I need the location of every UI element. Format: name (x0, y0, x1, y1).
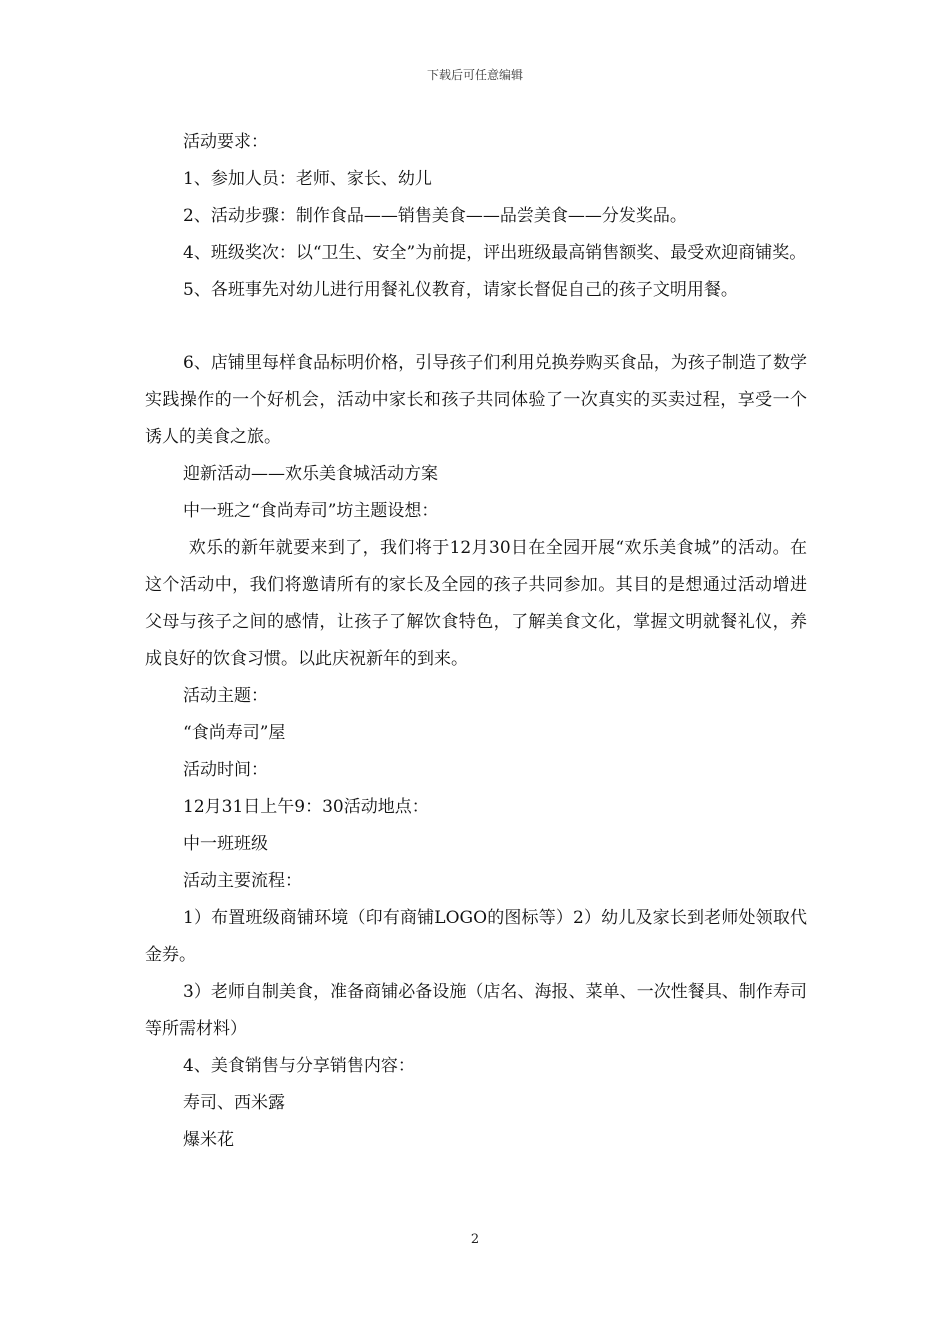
blank-line (145, 309, 807, 345)
page-number: 2 (470, 1232, 480, 1247)
page-header: 下载后可任意编辑 (426, 68, 523, 82)
paragraph: 2、活动步骤：制作食品——销售美食——品尝美食——分发奖品。 (183, 206, 687, 226)
paragraph: 中一班之“食尚寿司”坊主题设想： (183, 501, 439, 521)
paragraph: 6、店铺里每样食品标明价格，引导孩子们利用兑换券购买食品，为孩子制造了数学实践操作的一个好机会，活动中家长和孩子共同体验了一次真实的买卖过程，享受一个诱人的美食之旅。 (145, 353, 807, 447)
document-body (145, 124, 807, 1159)
paragraph: 1、参加人员：老师、家长、幼儿 (183, 169, 432, 189)
paragraph: 1）布置班级商铺环境（印有商铺LOGO的图标等）2）幼儿及家长到老师处领取代金券。 (145, 908, 807, 965)
paragraph: 4、班级奖次：以“卫生、安全”为前提，评出班级最高销售额奖、最受欢迎商铺奖。 (183, 243, 807, 263)
paragraph: 活动时间： (183, 760, 268, 780)
paragraph: 中一班班级 (183, 834, 268, 854)
paragraph: 12月31日上午9：30活动地点： (183, 797, 429, 817)
paragraph: 5、各班事先对幼儿进行用餐礼仪教育，请家长督促自己的孩子文明用餐。 (183, 280, 738, 300)
paragraph: “食尚寿司”屋 (183, 723, 286, 743)
paragraph: 活动主要流程： (183, 871, 302, 891)
paragraph: 4、美食销售与分享销售内容： (183, 1056, 415, 1076)
paragraph: 活动要求： (183, 132, 268, 152)
paragraph: 寿司、西米露 (183, 1093, 285, 1113)
paragraph: 活动主题： (183, 686, 268, 706)
section-title: 迎新活动——欢乐美食城活动方案 (183, 464, 438, 484)
paragraph: 爆米花 (183, 1130, 234, 1150)
paragraph: 3）老师自制美食，准备商铺必备设施（店名、海报、菜单、一次性餐具、制作寿司等所需材料） (145, 982, 807, 1039)
paragraph: 欢乐的新年就要来到了，我们将于12月30日在全园开展“欢乐美食城”的活动。在这个活动中，我们将邀请所有的家长及全园的孩子共同参加。其目的是想通过活动增进父母与孩子之间的感情，让孩子了解饮食特色，了解美食文化，掌握文明就餐礼仪，养成良好的饮食习惯。以此庆祝新年的到来。 (145, 538, 807, 669)
